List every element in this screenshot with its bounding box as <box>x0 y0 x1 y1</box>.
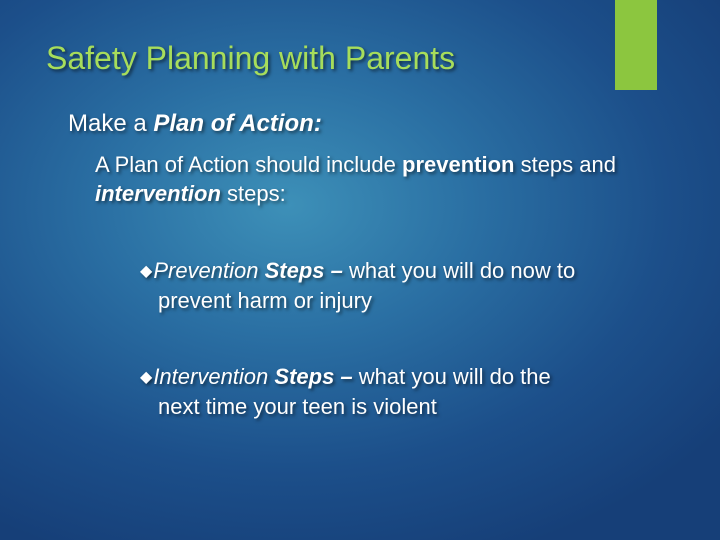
bullet-intervention <box>140 362 640 421</box>
intro-text <box>95 150 655 208</box>
slide-heading <box>68 110 322 138</box>
heading-emphasis: Plan of Action: <box>153 110 322 137</box>
bullet-text: what you will do now to <box>342 258 576 283</box>
bullet-term: Intervention <box>153 364 269 389</box>
heading-prefix: Make a <box>68 110 154 137</box>
diamond-bullet-icon: ◆ <box>140 369 153 386</box>
intro-part1: A Plan of Action should include <box>95 152 402 177</box>
bullet-text: what you will do the <box>352 364 551 389</box>
intro-part3: steps: <box>220 181 286 206</box>
bullet-continuation: next time your teen is violent <box>158 394 437 419</box>
bullet-line <box>140 256 640 286</box>
bullet-continuation: prevent harm or injury <box>158 288 372 313</box>
bullet-label: Steps – <box>268 364 353 389</box>
bullet-prevention <box>140 256 640 315</box>
intro-bold-prevention: prevention <box>402 152 515 177</box>
bullet-label: Steps – <box>258 258 343 283</box>
intro-bold-intervention: intervention <box>95 181 221 206</box>
intro-part2: steps and <box>514 152 616 177</box>
accent-bar <box>615 0 657 90</box>
bullet-term: Prevention <box>153 258 259 283</box>
diamond-bullet-icon: ◆ <box>140 263 153 280</box>
slide-title: Safety Planning with Parents <box>46 40 456 76</box>
bullet-line <box>140 362 640 392</box>
